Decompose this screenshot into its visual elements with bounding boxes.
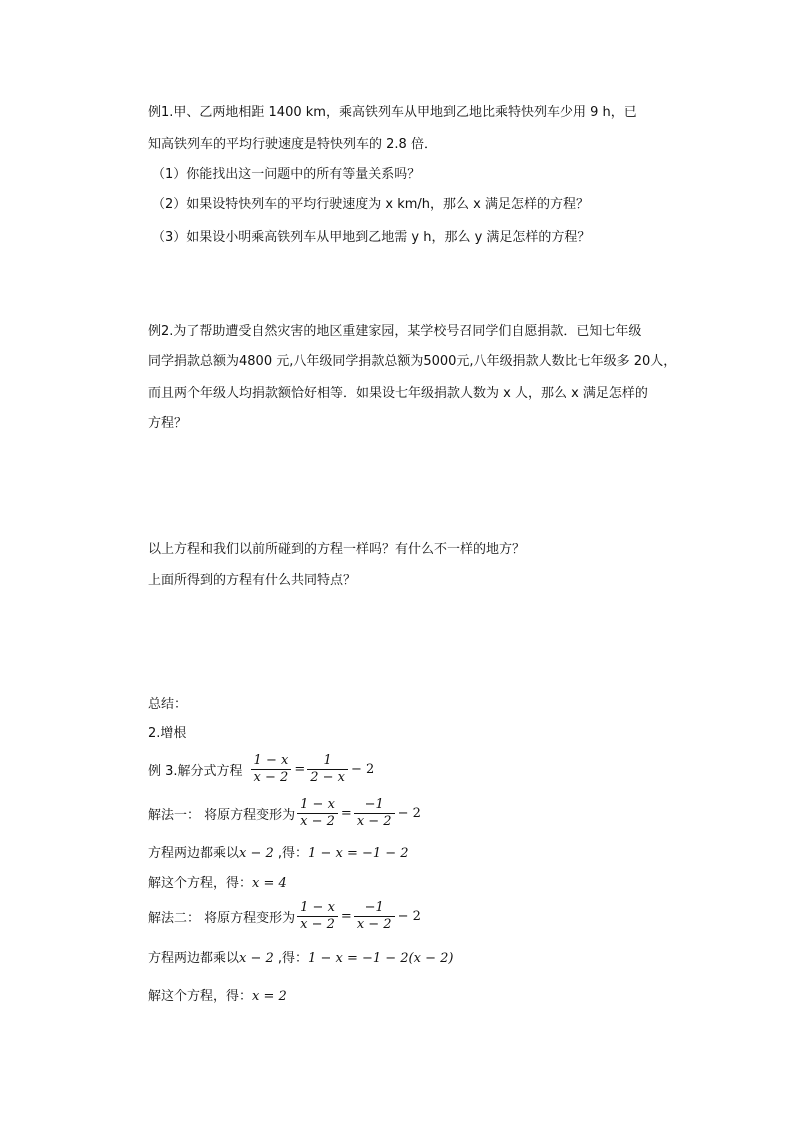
example1-question3: （3）如果设小明乘高铁列车从甲地到乙地需 y h，那么 y 满足怎样的方程？	[152, 230, 591, 245]
fraction-denominator: x − 2	[297, 916, 338, 933]
step-equation: 1 − x = −1 − 2(x − 2)	[308, 951, 454, 966]
fraction-denominator: x − 2	[354, 813, 395, 830]
method1-solution	[148, 875, 287, 893]
equation-tail: − 2	[350, 762, 375, 777]
solution-label: 解这个方程，得：	[148, 989, 253, 1004]
section-extraneous-root: 2.增根	[148, 726, 187, 741]
example2-line4: 方程？	[148, 416, 188, 431]
example2-line1: 例2.为了帮助遭受自然灾害的地区重建家园，某学校号召同学们自愿捐款．已知七年级	[148, 324, 642, 339]
step-mid: ,得：	[273, 951, 309, 966]
method2-transform	[148, 900, 421, 933]
fraction-numerator: −1	[364, 797, 384, 812]
step-label: 方程两边都乘以	[148, 846, 240, 861]
method1-fraction-left	[297, 797, 338, 830]
fraction-numerator: 1 − x	[253, 753, 289, 768]
example3-fraction-left	[251, 753, 292, 786]
solution-label: 解这个方程，得：	[148, 876, 253, 891]
fraction-numerator: 1 − x	[300, 900, 335, 915]
step-factor: x − 2	[239, 951, 274, 966]
method2-label: 解法二： 将原方程变形为	[148, 911, 296, 926]
example2-line2: 同学捐款总额为4800 元,八年级同学捐款总额为5000元,八年级捐款人数比七年级多 20人，	[148, 354, 677, 369]
example1-line1: 例1.甲、乙两地相距 1400 km，乘高铁列车从甲地到乙地比乘特快列车少用 9 h，已	[148, 105, 637, 120]
fraction-numerator: −1	[364, 900, 384, 915]
example3-fraction-right	[307, 753, 348, 786]
method2-step	[148, 950, 453, 968]
equals-sign: =	[340, 806, 352, 821]
discussion-line2: 上面所得到的方程有什么共同特点？	[148, 573, 357, 588]
method1-step	[148, 845, 409, 863]
equation-tail: − 2	[397, 909, 421, 924]
example1-line2: 知高铁列车的平均行驶速度是特快列车的 2.8 倍．	[148, 137, 437, 152]
method2-fraction-right	[354, 900, 395, 933]
method1-label: 解法一： 将原方程变形为	[148, 808, 296, 823]
method2-solution	[148, 988, 287, 1006]
example2-line3: 而且两个年级人均捐款额恰好相等．如果设七年级捐款人数为 x 人，那么 x 满足怎样的	[148, 386, 648, 401]
example1-question2: （2）如果设特快列车的平均行驶速度为 x km/h，那么 x 满足怎样的方程？	[152, 197, 589, 212]
solution-value: x = 4	[252, 876, 287, 891]
method2-fraction-left	[297, 900, 338, 933]
method1-fraction-right	[354, 797, 395, 830]
method1-transform	[148, 797, 421, 830]
summary-title: 总结：	[148, 697, 188, 712]
example3-label: 例 3.解分式方程	[148, 764, 243, 779]
step-factor: x − 2	[239, 846, 274, 861]
fraction-denominator: 2 − x	[307, 769, 348, 786]
step-mid: ,得：	[273, 846, 309, 861]
discussion-line1: 以上方程和我们以前所碰到的方程一样吗？有什么不一样的地方？	[148, 542, 526, 557]
equals-sign: =	[340, 909, 352, 924]
fraction-denominator: x − 2	[354, 916, 395, 933]
solution-value: x = 2	[252, 989, 287, 1004]
fraction-numerator: 1	[323, 753, 332, 768]
example1-question1: （1）你能找出这一问题中的所有等量关系吗？	[152, 167, 421, 182]
fraction-denominator: x − 2	[297, 813, 338, 830]
fraction-denominator: x − 2	[251, 769, 292, 786]
equals-sign: =	[294, 762, 306, 777]
fraction-numerator: 1 − x	[300, 797, 335, 812]
equation-tail: − 2	[397, 806, 421, 821]
step-label: 方程两边都乘以	[148, 951, 240, 966]
step-equation: 1 − x = −1 − 2	[308, 846, 409, 861]
example3-equation	[148, 753, 374, 786]
